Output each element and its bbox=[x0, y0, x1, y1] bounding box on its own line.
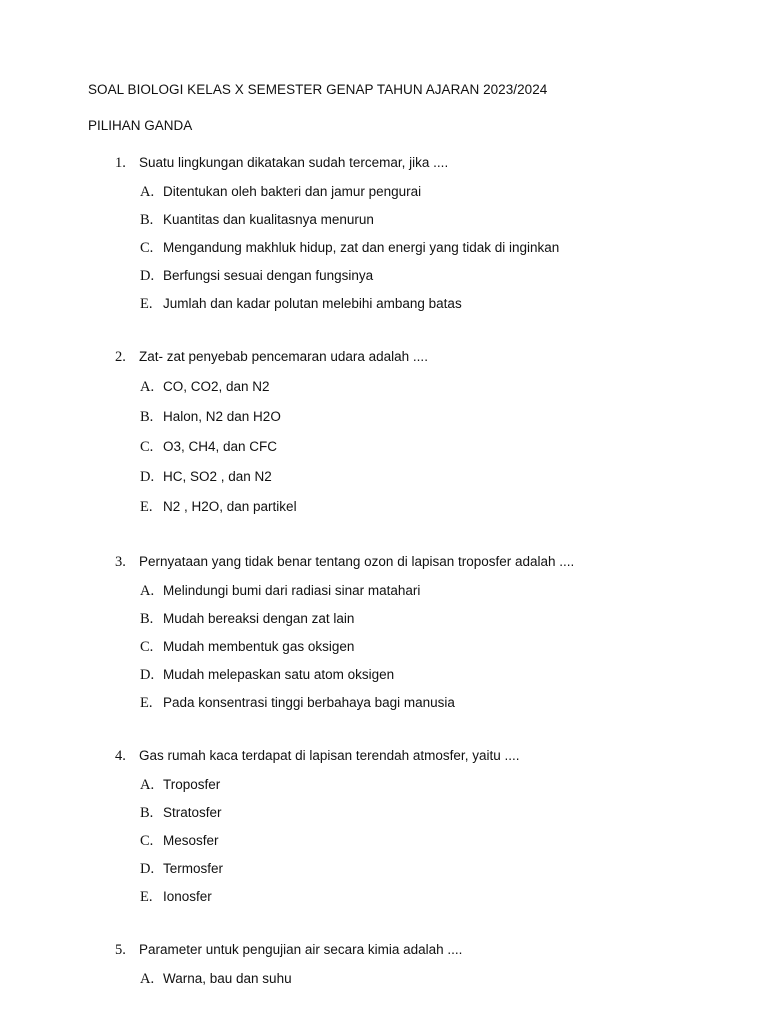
option-c bbox=[115, 240, 735, 268]
option-letter: E. bbox=[140, 889, 153, 905]
option-text: Troposfer bbox=[163, 777, 221, 792]
option-letter: C. bbox=[140, 833, 154, 849]
option-letter: A. bbox=[140, 777, 155, 793]
question-text: Gas rumah kaca terdapat di lapisan terendah atmosfer, yaitu .... bbox=[139, 748, 520, 763]
question-text: Parameter untuk pengujian air secara kimia adalah .... bbox=[139, 942, 463, 957]
option-d bbox=[115, 667, 735, 695]
option-d bbox=[115, 469, 735, 499]
question-4 bbox=[115, 748, 735, 917]
option-letter: C. bbox=[140, 240, 154, 256]
question-5 bbox=[115, 942, 735, 999]
option-a bbox=[115, 971, 735, 999]
option-text: Termosfer bbox=[163, 861, 224, 876]
option-letter: C. bbox=[140, 439, 154, 455]
option-b bbox=[115, 212, 735, 240]
option-letter: A. bbox=[140, 583, 155, 599]
option-letter: D. bbox=[140, 667, 155, 683]
question-1 bbox=[115, 155, 735, 324]
option-list bbox=[115, 184, 735, 324]
option-a bbox=[115, 184, 735, 212]
option-letter: A. bbox=[140, 184, 155, 200]
option-c bbox=[115, 639, 735, 667]
option-text: Melindungi bumi dari radiasi sinar matahari bbox=[163, 583, 421, 598]
option-c bbox=[115, 439, 735, 469]
option-letter: D. bbox=[140, 469, 155, 485]
question-number: 2. bbox=[115, 349, 126, 365]
option-d bbox=[115, 861, 735, 889]
option-b bbox=[115, 611, 735, 639]
option-letter: B. bbox=[140, 805, 154, 821]
option-text: Kuantitas dan kualitasnya menurun bbox=[163, 212, 374, 227]
section-title: PILIHAN GANDA bbox=[88, 118, 193, 133]
option-letter: D. bbox=[140, 268, 155, 284]
option-b bbox=[115, 409, 735, 439]
option-a bbox=[115, 379, 735, 409]
option-text: Ionosfer bbox=[163, 889, 212, 904]
question-number: 4. bbox=[115, 748, 126, 764]
option-list bbox=[115, 379, 735, 529]
option-a bbox=[115, 583, 735, 611]
option-text: Stratosfer bbox=[163, 805, 222, 820]
option-text: Pada konsentrasi tinggi berbahaya bagi manusia bbox=[163, 695, 455, 710]
option-list bbox=[115, 971, 735, 999]
option-text: Mudah bereaksi dengan zat lain bbox=[163, 611, 355, 626]
option-text: Mudah melepaskan satu atom oksigen bbox=[163, 667, 395, 682]
option-letter: A. bbox=[140, 971, 155, 987]
option-e bbox=[115, 889, 735, 917]
option-text: Ditentukan oleh bakteri dan jamur pengurai bbox=[163, 184, 422, 199]
option-list bbox=[115, 777, 735, 917]
option-letter: E. bbox=[140, 296, 153, 312]
option-text: Berfungsi sesuai dengan fungsinya bbox=[163, 268, 374, 283]
question-number: 5. bbox=[115, 942, 126, 958]
question-text: Suatu lingkungan dikatakan sudah tercemar, jika .... bbox=[139, 155, 449, 170]
option-a bbox=[115, 777, 735, 805]
option-text: O3, CH4, dan CFC bbox=[163, 439, 278, 454]
option-list bbox=[115, 583, 735, 723]
question-2 bbox=[115, 349, 735, 529]
option-letter: E. bbox=[140, 695, 153, 711]
option-text: CO, CO2, dan N2 bbox=[163, 379, 270, 394]
option-letter: B. bbox=[140, 409, 154, 425]
option-b bbox=[115, 805, 735, 833]
option-text: N2 , H2O, dan partikel bbox=[163, 499, 297, 514]
option-letter: D. bbox=[140, 861, 155, 877]
option-text: Halon, N2 dan H2O bbox=[163, 409, 281, 424]
option-e bbox=[115, 499, 735, 529]
question-text: Pernyataan yang tidak benar tentang ozon di lapisan troposfer adalah .... bbox=[139, 554, 575, 569]
option-e bbox=[115, 296, 735, 324]
question-text: Zat- zat penyebab pencemaran udara adalah .... bbox=[139, 349, 428, 364]
option-letter: B. bbox=[140, 611, 154, 627]
option-letter: A. bbox=[140, 379, 155, 395]
option-letter: C. bbox=[140, 639, 154, 655]
question-number: 1. bbox=[115, 155, 126, 171]
question-3 bbox=[115, 554, 735, 723]
option-e bbox=[115, 695, 735, 723]
option-text: Mudah membentuk gas oksigen bbox=[163, 639, 355, 654]
option-text: HC, SO2 , dan N2 bbox=[163, 469, 272, 484]
option-letter: B. bbox=[140, 212, 154, 228]
option-letter: E. bbox=[140, 499, 153, 515]
option-c bbox=[115, 833, 735, 861]
option-text: Warna, bau dan suhu bbox=[163, 971, 292, 986]
option-text: Mengandung makhluk hidup, zat dan energi yang tidak di inginkan bbox=[163, 240, 560, 255]
option-d bbox=[115, 268, 735, 296]
document-title: SOAL BIOLOGI KELAS X SEMESTER GENAP TAHUN AJARAN 2023/2024 bbox=[88, 82, 548, 97]
question-number: 3. bbox=[115, 554, 126, 570]
option-text: Mesosfer bbox=[163, 833, 219, 848]
option-text: Jumlah dan kadar polutan melebihi ambang batas bbox=[163, 296, 462, 311]
